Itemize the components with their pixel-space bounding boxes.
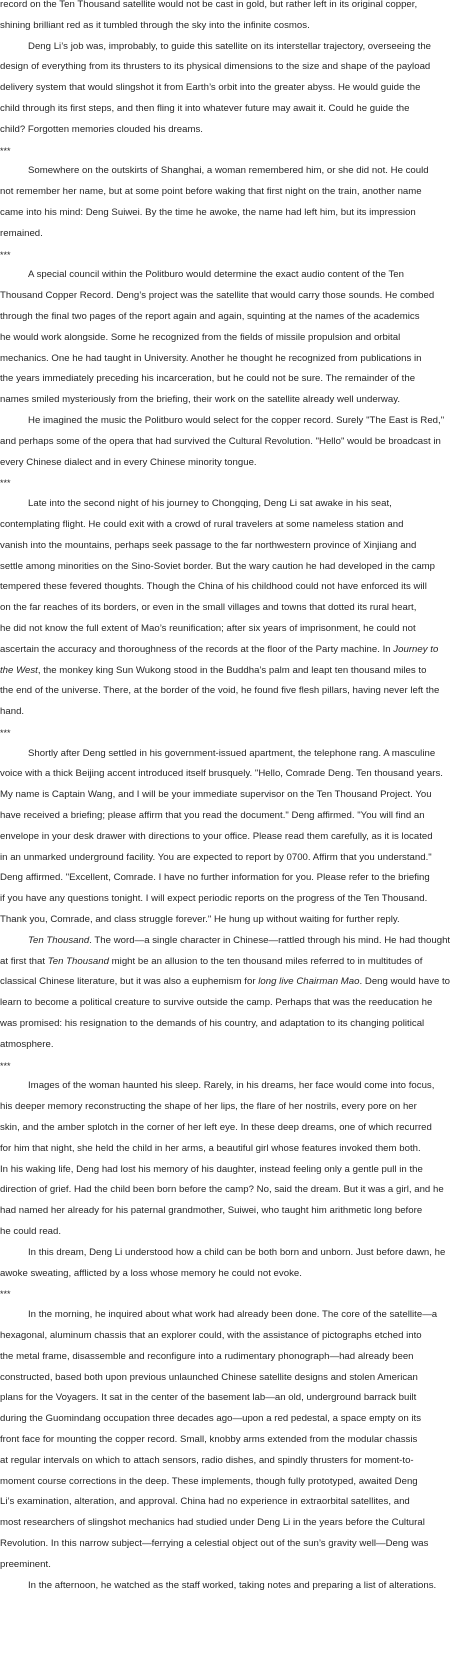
- text-line: Ten Thousand. The word—a single character in Chinese—rattled through his mind. He had thought: [28, 934, 451, 946]
- text-line: Thousand Copper Record. Deng’s project was the satellite that would carry those sounds. He combed: [0, 290, 435, 302]
- paragraph: [0, 37, 474, 141]
- text-line: every Chinese dialect and in every Chinese minority tongue.: [0, 456, 257, 468]
- text-line: if you have any questions tonight. I will expect periodic reports on the progress of the Ten Thousand.: [0, 893, 428, 905]
- text-line: child? Forgotten memories clouded his dreams.: [0, 123, 203, 135]
- text-line: remained.: [0, 227, 43, 239]
- text-line: most researchers of slingshot mechanics had studied under Deng Li in the years before the Cultural: [0, 1517, 425, 1529]
- paragraph: [0, 411, 474, 473]
- section-separator: ***: [0, 249, 11, 260]
- text-line: had named her already for his paternal grandmother, Suiwei, who taught him arithmetic long before: [0, 1205, 423, 1217]
- paragraph: [0, 1076, 474, 1242]
- text-line: design of everything from its thrusters to its physical dimensions to the size and shape of the payload: [0, 61, 431, 73]
- text-line: at first that Ten Thousand might be an allusion to the ten thousand miles referred to in multitudes of: [0, 955, 423, 967]
- text-line: at regular intervals on which to attach sensors, radio dishes, and spindly thrusters for moment-to-: [0, 1454, 414, 1466]
- text-line: Somewhere on the outskirts of Shanghai, a woman remembered him, or she did not. He could: [28, 165, 429, 177]
- text-line: He imagined the music the Politburo would select for the copper record. Surely "The East is Red,": [28, 414, 445, 426]
- text-line: came into his mind: Deng Suiwei. By the time he awoke, the name had left him, but its impression: [0, 206, 416, 218]
- text-line: mechanics. One he had taught in University. Another he thought he recognized from publications in: [0, 352, 422, 364]
- paragraph: [0, 1305, 474, 1575]
- text-line: Thank you, Comrade, and class struggle forever." He hung up without waiting for further reply.: [0, 914, 400, 926]
- text-line: he could read.: [0, 1226, 62, 1238]
- text-line: Deng Li’s job was, improbably, to guide this satellite on its interstellar trajectory, overseeing the: [28, 40, 432, 52]
- text-line: My name is Captain Wang, and I will be your immediate supervisor on the Ten Thousand Project. You: [0, 789, 432, 801]
- text-line: settle among minorities on the Sino-Soviet border. But the wary caution he had developed in the camp: [0, 560, 436, 572]
- text-line: his deeper memory reconstructing the shape of her lips, the flare of her nostrils, every pore on her: [0, 1101, 417, 1113]
- text-line: hand.: [0, 706, 25, 718]
- text-line: on the far reaches of its borders, or even in the small villages and towns that dotted its rural heart,: [0, 602, 417, 614]
- text-line: Late into the second night of his journey to Chongqing, Deng Li sat awake in his seat,: [28, 498, 392, 510]
- text-line: the metal frame, disassemble and reconfigure into a rudimentary phonograph—had already been: [0, 1350, 414, 1362]
- text-line: atmosphere.: [0, 1038, 54, 1050]
- paragraph: [0, 0, 474, 37]
- text-line: In his waking life, Deng had lost his memory of his daughter, instead feeling only a gentle pull in the: [0, 1163, 423, 1175]
- italic-text: Journey to: [393, 643, 439, 655]
- paragraph: [0, 931, 474, 1056]
- section-separator: ***: [0, 727, 11, 738]
- text-line: preeminent.: [0, 1558, 51, 1570]
- text-line: contemplating flight. He could exit with a crowd of rural travelers at some nameless station and: [0, 518, 404, 530]
- section-separator: ***: [0, 145, 11, 156]
- text-line: front face for mounting the copper record. Small, knobby arms extended from the modular chassis: [0, 1433, 418, 1445]
- text-line: A special council within the Politburo would determine the exact audio content of the Ten: [28, 269, 404, 281]
- text-line: tempered these fevered thoughts. Though the China of his childhood could not have enforced its will: [0, 581, 427, 593]
- text-line: Images of the woman haunted his sleep. Rarely, in his dreams, her face would come into focus,: [28, 1080, 435, 1092]
- text-line: he did not know the full extent of Mao’s reunification; after six years of imprisonment, he could not: [0, 622, 416, 634]
- text-line: awoke sweating, afflicted by a loss whose memory he could not evoke.: [0, 1267, 302, 1279]
- text-line: vanish into the mountains, perhaps seek passage to the far northwestern province of Xinjiang and: [0, 539, 417, 551]
- text-line: was promised: his resignation to the demands of his country, and adaptation to its changing political: [0, 1018, 425, 1030]
- text-line: direction of grief. Had the child been born before the camp? No, said the dream. But it was a girl, and he: [0, 1184, 444, 1196]
- text-line: skin, and the amber splotch in the corner of her left eye. In these deep dreams, one of which recurred: [0, 1122, 432, 1134]
- text-line: in an unmarked underground facility. You are expected to report by 0700. Affirm that you understand.": [0, 851, 432, 863]
- text-line: the end of the universe. There, at the border of the void, he found five flesh pillars, having never left the: [0, 685, 440, 697]
- text-line: Shortly after Deng settled in his government-issued apartment, the telephone rang. A masculine: [28, 747, 436, 759]
- text-line: voice with a thick Beijing accent introduced itself brusquely. "Hello, Comrade Deng. Ten thousand years.: [0, 768, 443, 780]
- text-line: In the afternoon, he watched as the staff worked, taking notes and preparing a list of alterations.: [28, 1579, 437, 1591]
- text-line: child through its first steps, and then fling it into whatever future may await it. Could he guide the: [0, 102, 410, 114]
- text-line: names smiled mysteriously from the briefing, their work on the satellite already well underway.: [0, 394, 401, 406]
- text-line: not remember her name, but at some point before waking that first night on the train, another name: [0, 186, 422, 198]
- text-line: through the final two pages of the report again and again, squinting at the names of the academics: [0, 310, 420, 322]
- text-line: ascertain the accuracy and thoroughness of the records at the floor of the Party machine. In Journey to: [0, 643, 439, 655]
- paragraph: [0, 265, 474, 411]
- text-line: the years immediately preceding his incarceration, but he could not be sure. The remainder of the: [0, 373, 416, 385]
- text-line: for him that night, she held the child in her arms, a beautiful girl whose features invoked them both.: [0, 1142, 421, 1154]
- italic-text: Ten Thousand: [28, 934, 90, 946]
- text-line: Deng affirmed. "Excellent, Comrade. I have no further information for you. Please refer to the briefing: [0, 872, 430, 884]
- text-line: record on the Ten Thousand satellite would not be cast in gold, but rather left in its original copper,: [0, 0, 418, 10]
- text-line: during the Guomindang occupation three decades ago—upon a red pedestal, a space empty on its: [0, 1413, 422, 1425]
- text-line: hexagonal, aluminum chassis that an explorer could, with the assistance of pictographs etched into: [0, 1330, 422, 1341]
- text-line: delivery system that would slingshot it from Earth’s orbit into the greater abyss. He would guide the: [0, 82, 421, 94]
- text-line: shining brilliant red as it tumbled through the sky into the infinite cosmos.: [0, 19, 310, 31]
- section-separator: ***: [0, 1060, 11, 1071]
- paragraph: [0, 161, 474, 244]
- text-line: envelope in your desk drawer with directions to your office. Please read them carefully, as it is located: [0, 830, 433, 842]
- section-separator: ***: [0, 1289, 11, 1300]
- italic-text: long live Chairman Mao: [258, 976, 360, 988]
- paragraph: [0, 1243, 474, 1285]
- text-line: have received a briefing; please affirm that you read the document." Deng affirmed. "You will find an: [0, 810, 425, 822]
- text-line: the West, the monkey king Sun Wukong stood in the Buddha’s palm and leapt ten thousand miles to: [0, 664, 427, 676]
- text-line: and perhaps some of the opera that had survived the Cultural Revolution. "Hello" would be broadcast in: [0, 435, 441, 447]
- text-line: plans for the Voyagers. It sat in the center of the basement lab—an old, underground barrack built: [0, 1392, 417, 1404]
- text-line: moment course corrections in the deep. These implements, though fully prototyped, awaited Deng: [0, 1475, 418, 1487]
- text-line: Revolution. In this narrow subject—ferrying a celestial object out of the sun’s gravity well—Deng was: [0, 1537, 429, 1549]
- text-line: constructed, based both upon previous unlaunched Chinese satellite designs and stolen American: [0, 1371, 418, 1383]
- paragraph: [0, 1576, 474, 1597]
- italic-text: Ten Thousand: [47, 955, 109, 967]
- paragraph: [0, 744, 474, 931]
- paragraph: [0, 494, 474, 723]
- text-line: In this dream, Deng Li understood how a child can be both born and unborn. Just before dawn, he: [28, 1246, 446, 1258]
- italic-text: the West: [0, 664, 38, 676]
- section-separator: ***: [0, 478, 11, 489]
- text-line: he would work alongside. Some he recognized from the fields of missile propulsion and orbital: [0, 331, 401, 343]
- text-line: classical Chinese literature, but it was also a euphemism for long live Chairman Mao. Deng would have to: [0, 976, 451, 988]
- text-line: In the morning, he inquired about what work had already been done. The core of the satellite—a: [28, 1309, 438, 1321]
- text-line: Li’s examination, alteration, and approval. China had no experience in extraorbital satellites, and: [0, 1496, 410, 1508]
- text-line: learn to become a political creature to survive outside the camp. Perhaps that was the reeducation he: [0, 997, 433, 1009]
